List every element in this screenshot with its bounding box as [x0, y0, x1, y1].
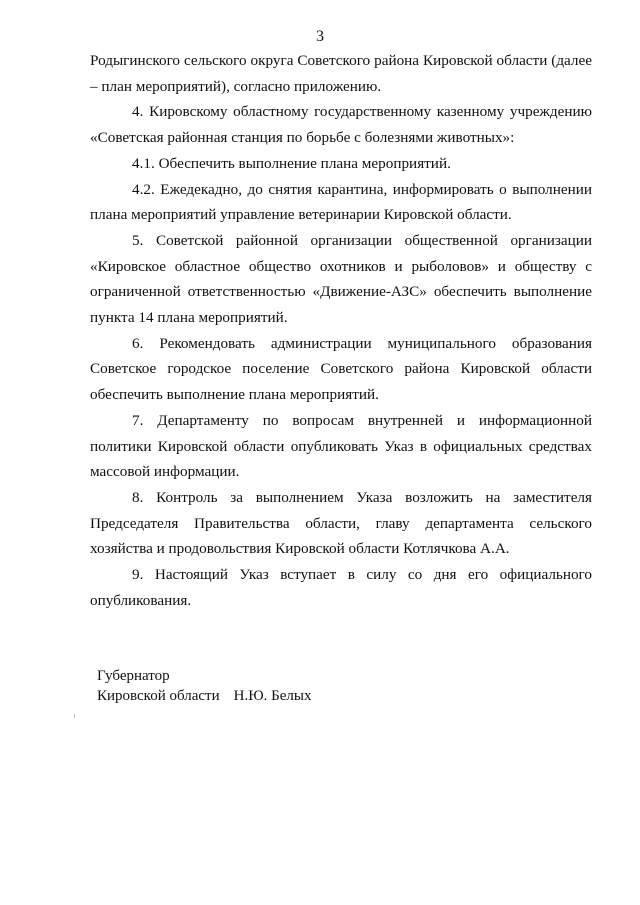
paragraph-item-9: 9. Настоящий Указ вступает в силу со дня его официального опубликования. [90, 566, 592, 609]
paragraph-item-5: 5. Советской районной организации общественной организации «Кировское областное общество охотников и рыболовов» и обществу с ограниченной ответственностью «Движение-АЗС» обеспечить выполнение пункта 14 плана мероприятий. [90, 231, 592, 327]
signature-block [97, 666, 311, 706]
paragraph-item-4-2: 4.2. Ежедекадно, до снятия карантина, информировать о выполнении плана мероприятий управление ветеринарии Кировской области. [90, 180, 592, 224]
paragraph-item-6: 6. Рекомендовать администрации муниципального образования Советское городское поселение Советского района Кировской области обеспечить выполнение плана мероприятий. [90, 334, 592, 404]
paragraph-item-7: 7. Департаменту по вопросам внутренней и информационной политики Кировской области опубликовать Указ в официальных средствах массовой информации. [90, 411, 592, 481]
signatory-region: Кировской области [97, 688, 220, 704]
signatory-region-line [97, 686, 311, 706]
document-body [90, 48, 592, 613]
signatory-name: Н.Ю. Белых [233, 688, 312, 704]
paragraph-item-8: 8. Контроль за выполнением Указа возложить на заместителя Председателя Правительства области, главу департамента сельского хозяйства и продовольствия Кировской области Котлячкова А.А. [90, 488, 592, 558]
page-number: 3 [316, 28, 324, 45]
paragraph-continuation: Родыгинского сельского округа Советского района Кировской области (далее – план мероприятий), согласно приложению. [90, 52, 592, 95]
paragraph-item-4-1: 4.1. Обеспечить выполнение плана мероприятий. [132, 154, 451, 172]
signatory-title: Губернатор [97, 668, 170, 684]
margin-mark [74, 714, 75, 718]
paragraph-item-4: 4. Кировскому областному государственному казенному учреждению «Советская районная станция по борьбе с болезнями животных»: [90, 103, 592, 147]
